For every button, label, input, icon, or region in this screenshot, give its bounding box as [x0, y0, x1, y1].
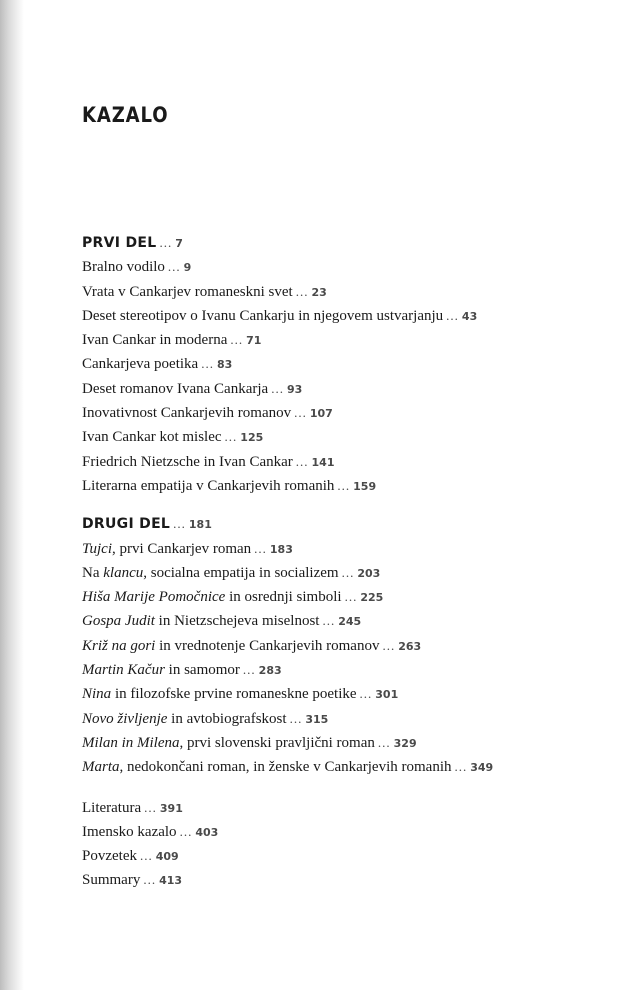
entry-title: Friedrich Nietzsche in Ivan Cankar [82, 453, 293, 470]
leader-dots: ... [173, 516, 186, 532]
leader-dots: ... [179, 823, 193, 839]
entry-prefix: Na [82, 564, 104, 581]
entry-title: Deset romanov Ivana Cankarja [82, 380, 269, 397]
page-number: 301 [375, 688, 399, 702]
page-number: 7 [175, 237, 183, 250]
toc-entry [82, 401, 602, 425]
leader-dots: ... [201, 356, 214, 372]
page-number: 283 [258, 664, 282, 678]
entry-title: in Nietzschejeva miselnost [154, 613, 320, 630]
toc-entry [82, 425, 602, 449]
page-number: 409 [155, 850, 179, 864]
toc-entry-bibliography [82, 796, 602, 820]
page-number: 23 [311, 285, 327, 299]
page-number: 9 [183, 261, 192, 275]
entry-title: Imensko kazalo [82, 823, 177, 840]
toc-entry [82, 304, 602, 328]
leader-dots: ... [382, 637, 396, 653]
page-number: 83 [216, 358, 233, 372]
toc-entry [82, 755, 602, 779]
leader-dots: ... [377, 734, 391, 750]
entry-title: Vrata v Cankarjev romaneskni svet [82, 283, 293, 300]
entry-title: Ivan Cankar in moderna [82, 332, 228, 349]
novel-title: Novo življenje [82, 710, 168, 727]
page-number: 125 [240, 431, 264, 445]
entry-title: in samomor [164, 662, 240, 679]
toc-entry [82, 328, 602, 352]
page-number: 43 [461, 309, 478, 323]
page-number: 71 [246, 334, 262, 348]
entry-title: , prvi slovenski pravljični roman [179, 734, 375, 751]
entry-title: Bralno vodilo [82, 259, 165, 276]
leader-dots: ... [446, 307, 459, 323]
toc-entry [82, 609, 602, 633]
page-number: 413 [159, 874, 183, 888]
entry-title: in vrednotenje Cankarjevih romanov [155, 637, 380, 654]
novel-title: Martin Kačur [82, 662, 165, 679]
part-heading-2 [82, 512, 602, 536]
leader-dots: ... [230, 332, 244, 348]
leader-dots: ... [341, 564, 355, 580]
leader-dots: ... [322, 613, 336, 629]
leader-dots: ... [289, 710, 303, 726]
leader-dots: ... [359, 686, 373, 702]
leader-dots: ... [167, 259, 181, 275]
toc-entry [82, 634, 602, 658]
page-number: 391 [159, 801, 183, 815]
page-number: 349 [470, 761, 494, 775]
entry-title: Literatura [82, 799, 142, 816]
novel-title: Nina [82, 686, 112, 703]
table-of-contents [82, 231, 602, 893]
toc-entry [82, 682, 602, 706]
leader-dots: ... [144, 799, 157, 815]
novel-title: Hiša Marije Pomočnice [82, 589, 226, 606]
entry-title: in avtobiografskost [167, 710, 287, 727]
toc-entry-name-index [82, 820, 602, 844]
toc-entry-summary [82, 868, 602, 892]
page-number: 141 [311, 455, 335, 469]
entry-title: , nedokončani roman, in ženske v Cankarjevih romanih [119, 759, 452, 776]
toc-entry [82, 561, 602, 585]
toc-entry [82, 352, 602, 376]
novel-title: Tujci [82, 540, 113, 557]
page-number: 181 [188, 518, 212, 532]
leader-dots: ... [295, 453, 309, 469]
leader-dots: ... [295, 283, 309, 299]
page-number: 315 [305, 712, 329, 726]
page-number: 203 [357, 566, 381, 580]
page-title: KAZALO [82, 103, 169, 127]
page-number: 159 [353, 479, 377, 493]
entry-title: Inovativnost Cankarjevih romanov [82, 405, 292, 422]
toc-entry-abstract [82, 844, 602, 868]
novel-title: klancu [103, 564, 144, 581]
toc-entry [82, 731, 602, 755]
page-number: 107 [309, 407, 333, 421]
page-number: 93 [286, 382, 303, 396]
entry-title: , socialna empatija in socializem [143, 564, 339, 581]
page-number: 329 [393, 736, 417, 750]
toc-entry [82, 377, 602, 401]
entry-title: Deset stereotipov o Ivanu Cankarju in njegovem ustvarjanju [82, 307, 444, 324]
leader-dots: ... [224, 429, 238, 445]
page-number: 183 [269, 542, 293, 556]
toc-entry [82, 450, 602, 474]
novel-title: Marta [82, 759, 120, 776]
section-gap [82, 498, 602, 512]
leader-dots: ... [294, 405, 307, 421]
leader-dots: ... [242, 662, 256, 678]
page-number: 263 [398, 639, 422, 653]
entry-title: in osrednji simboli [225, 589, 342, 606]
toc-entry [82, 707, 602, 731]
leader-dots: ... [159, 235, 173, 250]
page-number: 225 [360, 591, 384, 605]
entry-title: Summary [82, 872, 141, 889]
entry-title: Povzetek [82, 848, 137, 865]
toc-entry [82, 255, 602, 279]
leader-dots: ... [344, 589, 358, 605]
part-heading-1 [82, 231, 602, 255]
toc-entry [82, 585, 602, 609]
entry-title: , prvi Cankarjev roman [112, 540, 252, 557]
leader-dots: ... [143, 872, 157, 888]
toc-entry [82, 280, 602, 304]
entry-title: Literarna empatija v Cankarjevih romanih [82, 477, 335, 494]
entry-title: Cankarjeva poetika [82, 356, 199, 373]
page-number: 403 [195, 825, 219, 839]
entry-title: in filozofske prvine romaneskne poetike [111, 686, 357, 703]
leader-dots: ... [337, 477, 351, 493]
leader-dots: ... [271, 380, 284, 396]
leader-dots: ... [454, 759, 468, 775]
book-spine-shadow [0, 0, 24, 990]
entry-title: Ivan Cankar kot mislec [82, 429, 222, 446]
novel-title: Milan in Milena [82, 734, 180, 751]
toc-entry [82, 474, 602, 498]
leader-dots: ... [254, 540, 267, 556]
novel-title: Križ na gori [82, 637, 156, 654]
toc-entry [82, 537, 602, 561]
toc-entry [82, 658, 602, 682]
page-number: 245 [338, 615, 362, 629]
leader-dots: ... [139, 848, 153, 864]
novel-title: Gospa Judit [82, 613, 155, 630]
part-heading-label: PRVI DEL [82, 235, 157, 251]
part-heading-label: DRUGI DEL [82, 516, 171, 533]
section-gap [82, 780, 602, 796]
